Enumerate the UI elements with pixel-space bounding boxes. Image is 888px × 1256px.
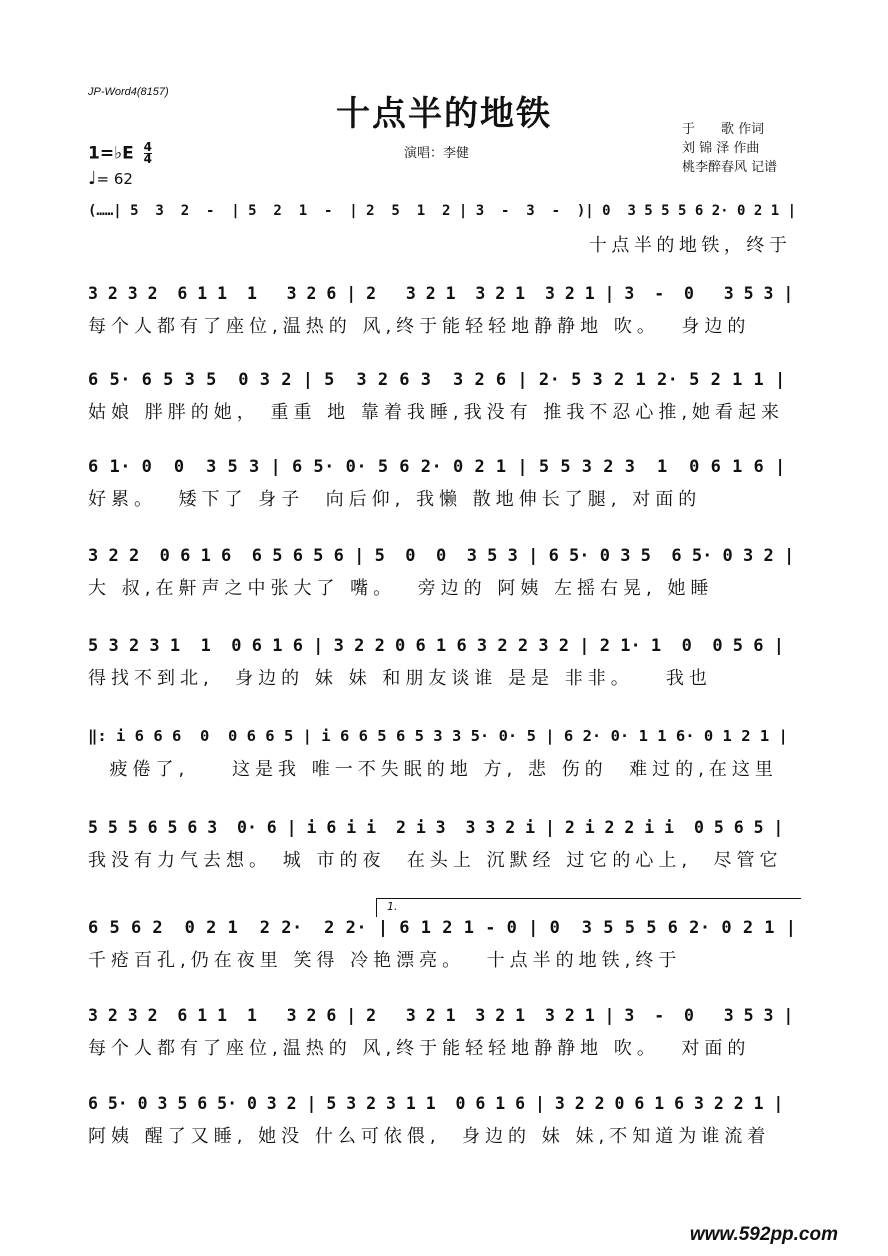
- lyrics-line: 得找不到北, 身边的 妹 妹 和朋友谈谁 是是 非非。 我也: [88, 668, 712, 689]
- edition-code: JP-Word4(8157): [88, 86, 169, 98]
- notation-line: 6 5· 6 5 3 5 0 3 2 | 5 3 2 6 3 3 2 6 | 2· 5 3 2 1 2· 5 2 1 1 |: [88, 370, 786, 390]
- tempo-marking: [88, 168, 133, 189]
- lyrics-line: 好累。 矮下了 身子 向后仰, 我懒 散地伸长了腿, 对面的: [88, 489, 702, 510]
- lyrics-line: 十点半的地铁，终于: [88, 235, 792, 256]
- transcriber-credit: 桃李醉春风 记谱: [682, 160, 778, 175]
- notation-line: 3 2 3 2 6 1 1 1 3 2 6 | 2 3 2 1 3 2 1 3 2 1 | 3 - 0 3 5 3 |: [88, 1006, 794, 1025]
- composer-credit: 刘 锦 泽 作曲: [682, 141, 760, 156]
- credits-block: [682, 120, 777, 177]
- singer-credit: 演唱：李健: [404, 146, 470, 161]
- notation-line: 6 1· 0 0 3 5 3 | 6 5· 0· 5 6 2· 0 2 1 | 5 5 3 2 3 1 0 6 1 6 |: [88, 457, 786, 477]
- meter-top: 4: [143, 140, 152, 154]
- lyrics-line: 我没有力气去想。 城 市的夜 在头上 沉默经 过它的心上, 尽管它: [88, 850, 783, 871]
- lyrics-line: 大 叔,在鼾声之中张大了 嘴。 旁边的 阿姨 左摇右晃, 她睡: [88, 578, 714, 599]
- tempo-value: = 62: [96, 170, 133, 188]
- notation-line: 3 2 3 2 6 1 1 1 3 2 6 | 2 3 2 1 3 2 1 3 2 1 | 3 - 0 3 5 3 |: [88, 284, 794, 303]
- lyrics-line: 阿姨 醒了又睡, 她没 什么可依偎, 身边的 妹 妹,不知道为谁流着: [88, 1126, 771, 1147]
- lyrics-line: 每个人都有了座位,温热的 风,终于能轻轻地静静地 吹。 身边的: [88, 316, 751, 337]
- quarter-note-icon: ♩: [88, 168, 97, 189]
- notation-line: 5 5 5 6 5 6 3 0· 6 | i 6 i i 2 i 3 3 3 2 i | 2 i 2 2 i i 0 5 6 5 |: [88, 818, 784, 837]
- key-label: 1=♭E: [88, 143, 134, 164]
- notation-line: (……| 5 3 2 - | 5 2 1 - | 2 5 1 2 | 3 - 3 - )| 0 3 5 5 5 6 2· 0 2 1 |: [88, 203, 797, 219]
- time-signature: [144, 142, 152, 165]
- notation-line: 3 2 2 0 6 1 6 6 5 6 5 6 | 5 0 0 3 5 3 | 6 5· 0 3 5 6 5· 0 3 2 |: [88, 546, 795, 566]
- watermark-url: www.592pp.com: [689, 1224, 838, 1245]
- lyricist-credit: 于 歌 作词: [682, 122, 765, 137]
- key-signature: [88, 142, 152, 165]
- meter-bottom: 4: [143, 152, 152, 166]
- volta-label: 1.: [387, 900, 398, 913]
- song-title: 十点半的地铁: [336, 94, 552, 134]
- notation-line: 6 5 6 2 0 2 1 2 2· 2 2· | 6 1 2 1 - 0 | 0 3 5 5 5 6 2· 0 2 1 |: [88, 918, 797, 938]
- lyrics-line: 姑娘 胖胖的她， 重重 地 靠着我睡,我没有 推我不忍心推,她看起来: [88, 402, 785, 423]
- lyrics-line: 疲倦了, 这是我 唯一不失眠的地 方, 悲 伤的 难过的,在这里: [88, 759, 778, 780]
- notation-line: 6 5· 0 3 5 6 5· 0 3 2 | 5 3 2 3 1 1 0 6 1 6 | 3 2 2 0 6 1 6 3 2 2 1 |: [88, 1094, 784, 1113]
- notation-line: ‖: i 6 6 6 0 0 6 6 5 | i 6 6 5 6 5 3 3 5· 0· 5 | 6 2· 0· 1 1 6· 0 1 2 1 |: [88, 727, 788, 745]
- lyrics-line: 每个人都有了座位,温热的 风,终于能轻轻地静静地 吹。 对面的: [88, 1038, 751, 1059]
- first-ending-bracket: [376, 898, 801, 917]
- lyrics-line: 千疮百孔,仍在夜里 笑得 冷艳漂亮。 十点半的地铁,终于: [88, 950, 682, 971]
- notation-line: 5 3 2 3 1 1 0 6 1 6 | 3 2 2 0 6 1 6 3 2 2 3 2 | 2 1· 1 0 0 5 6 |: [88, 636, 784, 656]
